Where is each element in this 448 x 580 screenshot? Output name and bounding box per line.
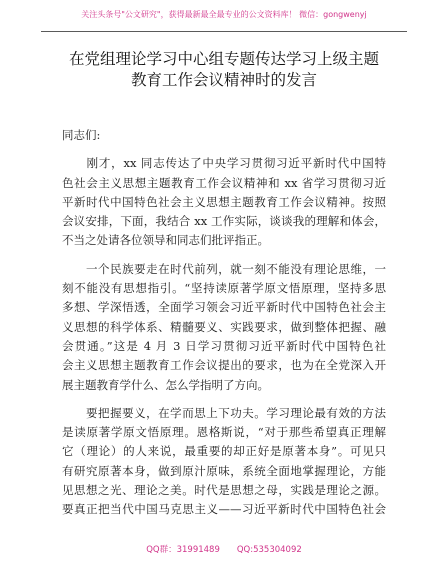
text-line: 义思想的科学体系、精髓要义、实践要求，做到整体把握、融	[62, 319, 386, 334]
salutation: 同志们:	[62, 128, 101, 142]
text-line: 有研究原著本身，做到原汁原味，系统全面地掌握理论，方能	[62, 463, 386, 478]
title-line: 教育工作会议精神时的发言	[130, 71, 317, 89]
text-line: 会议安排，下面，我结合 xx 工作实际，谈谈我的理解和体会，	[62, 214, 386, 229]
text-line: 不当之处请各位领导和同志们批评指正。	[62, 233, 269, 248]
text-line: 多想、学深悟透，全面学习领会习近平新时代中国特色社会主	[62, 300, 386, 315]
document-body	[62, 126, 386, 520]
text-line: 要把握要义，在学而思上下功夫。学习理论最有效的方法	[62, 405, 386, 420]
text-line: 一个民族要走在时代前列，就一刻不能没有理论思维，一	[62, 261, 386, 276]
header-note: 关注头条号"公文研究"，获得最新最全最专业的公文资料库！ 微信：gongwenyj	[81, 10, 367, 19]
text-line: 是读原著学原文悟原理。恩格斯说，“对于那些希望真正理解	[62, 425, 386, 440]
text-line: 要真正把当代中国马克思主义——习近平新时代中国特色社会	[62, 502, 386, 517]
text-line: 它（理论）的人来说，最重要的却正好是原著本身”。可见只	[62, 444, 386, 459]
text-line: 会贯通。”这是 4 月 3 日学习贯彻习近平新时代中国特色社	[62, 338, 386, 353]
text-line: 见思想之光、理论之美。时代是思想之母，实践是理论之源。	[62, 483, 386, 498]
footer-note: QQ群：31991489 QQ:535304092	[146, 545, 302, 555]
title-line: 在党组理论学习中心组专题传达学习上级主题	[68, 50, 379, 68]
text-line: 平新时代中国特色社会主义思想主题教育工作会议精神。按照	[62, 194, 386, 209]
document-title	[0, 49, 448, 91]
header-rule	[41, 31, 407, 32]
paragraph-1	[62, 154, 386, 250]
text-line: 会主义思想主题教育工作会议提出的要求，也为在全党深入开	[62, 358, 386, 373]
paragraph-3	[62, 404, 386, 520]
text-line: 展主题教育学什么、怎么学指明了方向。	[62, 377, 269, 392]
text-line: 色社会主义思想主题教育工作会议精神和 xx 省学习贯彻习近	[62, 175, 386, 190]
paragraph-2	[62, 260, 386, 395]
text-line: 刻不能没有思想指引。“坚持读原著学原文悟原理，坚持多思	[62, 281, 386, 296]
text-line: 刚才，xx 同志传达了中央学习贯彻习近平新时代中国特	[62, 156, 386, 171]
